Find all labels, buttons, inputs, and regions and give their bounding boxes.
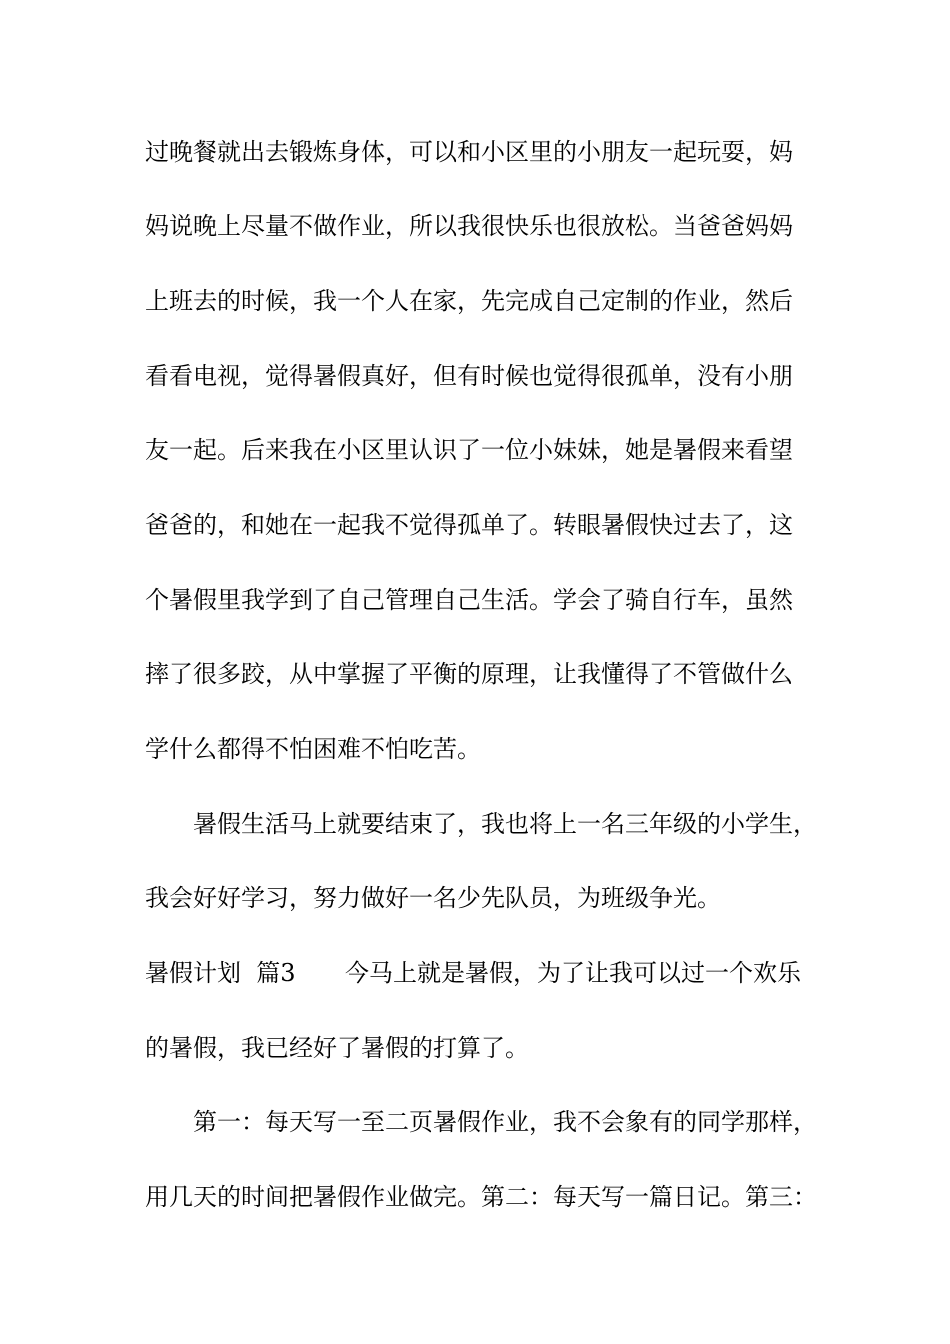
paragraph-first-line: 第一：每天写一至二页暑假作业，我不会象有的同学那样， <box>193 1108 817 1136</box>
text-line: 我会好好学习，努力做好一名少先队员，为班级争光。 <box>145 884 721 912</box>
text-line: 个暑假里我学到了自己管理自己生活。学会了骑自行车，虽然 <box>145 586 793 614</box>
text-line: 用几天的时间把暑假作业做完。第二：每天写一篇日记。第三： <box>145 1183 817 1211</box>
text-line: 今马上就是暑假，为了让我可以过一个欢乐 <box>345 959 801 987</box>
text-line: 的暑假，我已经好了暑假的打算了。 <box>145 1034 529 1062</box>
section-heading: 暑假计划 篇3 <box>145 959 296 987</box>
text-line: 摔了很多跤，从中掌握了平衡的原理，让我懂得了不管做什么 <box>145 660 793 688</box>
text-line: 友一起。后来我在小区里认识了一位小妹妹，她是暑假来看望 <box>145 436 793 464</box>
text-line: 学什么都得不怕困难不怕吃苦。 <box>145 735 481 763</box>
text-line: 上班去的时候，我一个人在家，先完成自己定制的作业，然后 <box>145 287 793 315</box>
text-line: 过晚餐就出去锻炼身体，可以和小区里的小朋友一起玩耍，妈 <box>145 138 793 166</box>
text-line: 爸爸的，和她在一起我不觉得孤单了。转眼暑假快过去了，这 <box>145 511 793 539</box>
text-line: 看看电视，觉得暑假真好，但有时候也觉得很孤单，没有小朋 <box>145 362 793 390</box>
text-line: 妈说晚上尽量不做作业，所以我很快乐也很放松。当爸爸妈妈 <box>145 212 793 240</box>
paragraph-first-line: 暑假生活马上就要结束了，我也将上一名三年级的小学生， <box>193 810 817 838</box>
